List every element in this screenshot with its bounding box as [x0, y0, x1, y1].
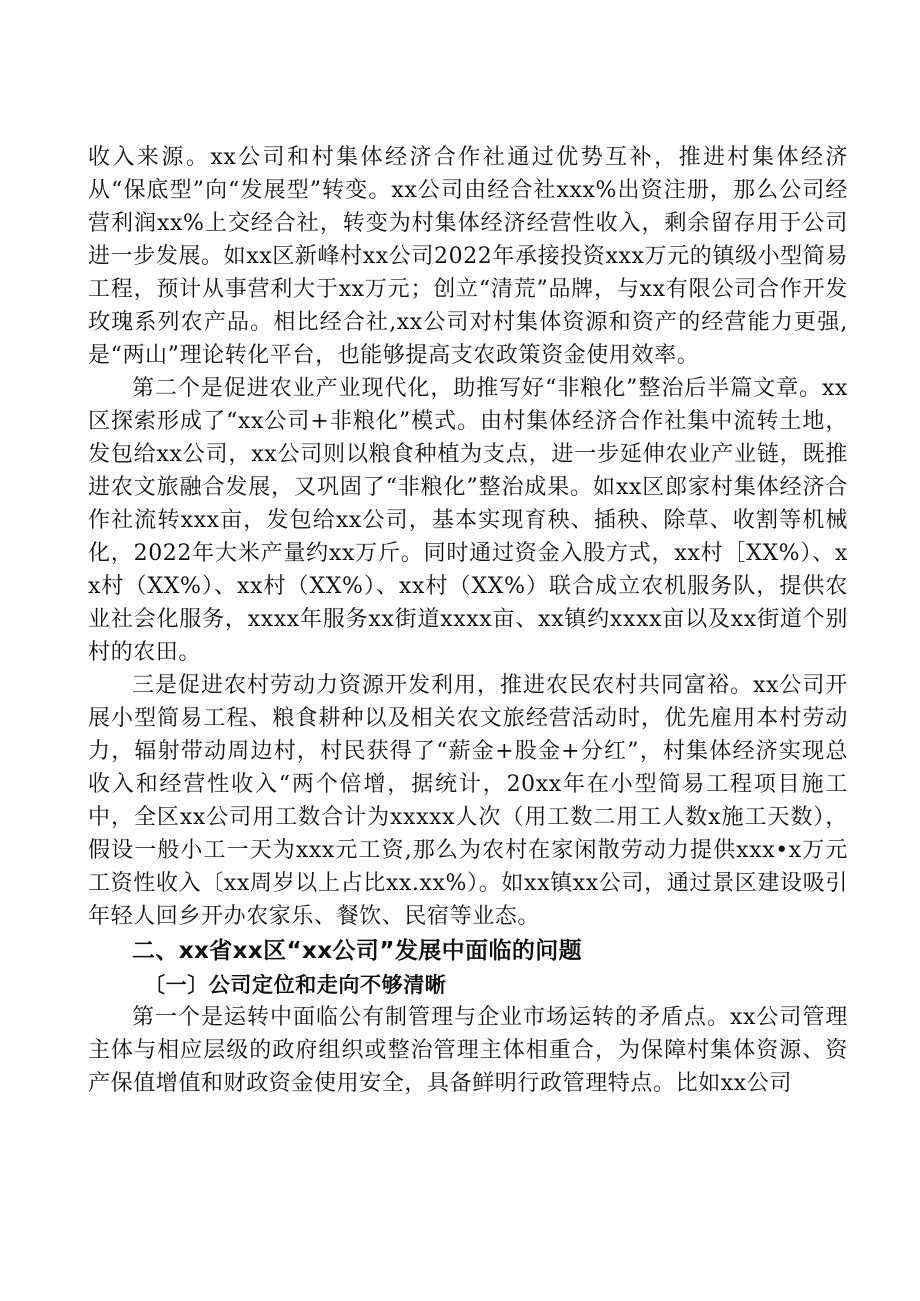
paragraph-agriculture-modernization: 第二个是促进农业产业现代化，助推写好“非粮化”整治后半篇文章。xx区探索形成了“xx公司+非粮化”模式。由村集体经济合作社集中流转土地，发包给xx公司，xx公司则以粮食种植为支点，进一步延伸农业产业链，既推进农文旅融合发展，又巩固了“非粮化”整治成果。如xx区郎家村集体经济合作社流转xxx亩，发包给xx公司，基本实现育秧、插秧、除草、收割等机械化，2022年大米产量约xx万斤。同时通过资金入股方式，xx村［XX%）、xx村（XX%）、xx村（XX%）、xx村（XX%）联合成立农机服务队，提供农业社会化服务，xxxx年服务xx街道xxxx亩、xx镇约xxxx亩以及xx街道个别村的农田。: [88, 376, 848, 665]
paragraph-labor-resources: 三是促进农村劳动力资源开发利用，推进农民农村共同富裕。xx公司开展小型简易工程、粮食耕种以及相关农文旅经营活动时，优先雇用本村劳动力，辐射带动周边村，村民获得了“薪金+股金+分红”，村集体经济实现总收入和经营性收入“两个倍增，据统计，20xx年在小型简易工程项目施工中，全区xx公司用工数合计为xxxxx人次（用工数二用工人数x施工天数），假设一般小工一天为xxx元工资,那么为农村在家闲散劳动力提供xxx•x万元工资性收入〔xx周岁以上占比xx.xx%）。如xx镇xx公司，通过景区建设吸引年轻人回乡开办农家乐、餐饮、民宿等业态。: [88, 673, 848, 929]
section-heading: 二、xx省xx区“xx公司”发展中面临的问题: [132, 938, 583, 964]
document-body: [88, 141, 848, 1100]
subsection-heading: 〔一〕公司定位和走向不够清晰: [144, 972, 447, 997]
paragraph-income-source: 收入来源。xx公司和村集体经济合作社通过优势互补，推进村集体经济从“保底型”向“发展型”转变。xx公司由经合社xxx%出资注册，那么公司经营利润xx%上交经合社，转变为村集体经济经营性收入，剩余留存用于公司进一步发展。如xx区新峰村xx公司2022年承接投资xxx万元的镇级小型简易工程，预计从事营利大于xx万元；创立“清荒”品牌，与xx有限公司合作开发玫瑰系列农产品。相比经合社,xx公司对村集体资源和资产的经营能力更强,是“两山”理论转化平台，也能够提高支农政策资金使用效率。: [88, 145, 848, 368]
paragraph-management-contradiction: 第一个是运转中面临公有制管理与企业市场运转的矛盾点。xx公司管理主体与相应层级的政府组织或整治管理主体相重合，为保障村集体资源、资产保值增值和财政资金使用安全，具备鲜明行政管理特点。比如xx公司: [88, 1005, 848, 1096]
